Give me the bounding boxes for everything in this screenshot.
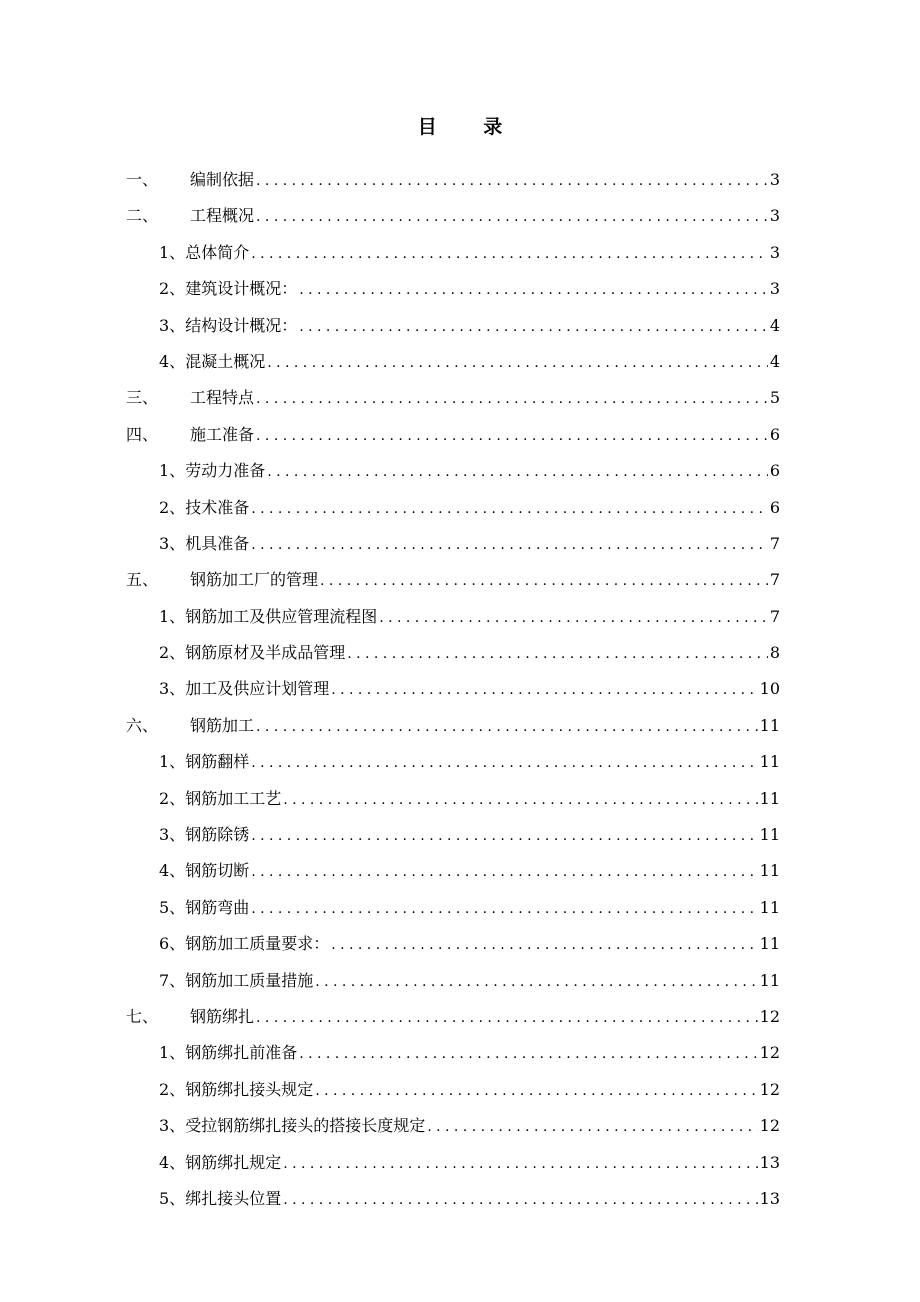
toc-entry-page: 3 — [769, 242, 780, 262]
toc-title: 目 录 — [417, 116, 523, 138]
toc-entry-page: 11 — [759, 970, 780, 990]
toc-leader-dots — [320, 563, 768, 599]
toc-entry-number: 1、 — [159, 461, 186, 481]
toc-entry[interactable] — [126, 344, 780, 380]
toc-leader-dots — [299, 309, 768, 345]
toc-entry-page: 3 — [769, 170, 780, 189]
toc-entry[interactable] — [126, 781, 780, 817]
toc-entry-number: 5、 — [159, 1188, 186, 1208]
toc-entry-number: 2、 — [159, 643, 186, 663]
toc-entry-page: 12 — [759, 1079, 780, 1099]
toc-leader-dots — [256, 163, 768, 199]
toc-entry-page: 12 — [759, 1116, 780, 1136]
toc-leader-dots — [283, 1146, 757, 1182]
toc-entry-title: 钢筋加工工艺 — [185, 788, 282, 808]
toc-entry-number: 1、 — [159, 752, 186, 772]
toc-entry[interactable] — [126, 526, 780, 562]
toc-entry-title: 施工准备 — [190, 424, 255, 444]
toc-entry-title: 钢筋加工 — [190, 715, 255, 735]
toc-entry-page: 11 — [759, 752, 780, 772]
toc-entry-title: 工程特点 — [190, 388, 255, 408]
toc-entry[interactable] — [126, 1108, 780, 1144]
toc-entry-number: 2、 — [159, 788, 186, 808]
toc-entry-page: 4 — [769, 315, 780, 335]
toc-entry-page: 11 — [759, 934, 780, 954]
toc-entry-number: 4、 — [159, 351, 186, 371]
toc-entry[interactable] — [126, 562, 780, 598]
toc-leader-dots — [331, 672, 757, 708]
toc-leader-dots — [251, 891, 757, 927]
toc-entry-page: 7 — [769, 606, 780, 626]
toc-entry-title: 钢筋弯曲 — [185, 897, 250, 917]
toc-entry-title: 钢筋切断 — [185, 861, 250, 881]
toc-leader-dots — [283, 782, 757, 818]
toc-entry-title: 编制依据 — [190, 170, 255, 189]
toc-entry[interactable] — [126, 1072, 780, 1108]
toc-leader-dots — [347, 636, 768, 672]
toc-entry-number: 二、 — [126, 206, 159, 226]
toc-leader-dots — [251, 854, 757, 890]
toc-entry-page: 11 — [759, 788, 780, 808]
toc-entry-page: 12 — [759, 1043, 780, 1063]
toc-entry[interactable] — [126, 380, 780, 416]
toc-entry[interactable] — [126, 271, 780, 307]
toc-entry-number: 3、 — [159, 679, 186, 699]
toc-entry[interactable] — [126, 1145, 780, 1181]
toc-leader-dots — [256, 1000, 758, 1036]
toc-entry-title: 钢筋绑扎规定 — [185, 1152, 282, 1172]
toc-entry-page: 7 — [769, 533, 780, 553]
toc-entry-page: 4 — [769, 351, 780, 371]
toc-entry-number: 1、 — [159, 606, 186, 626]
toc-entry[interactable] — [126, 926, 780, 962]
toc-entry[interactable] — [126, 999, 780, 1035]
toc-entry-page: 11 — [759, 861, 780, 881]
toc-entry-page: 8 — [769, 643, 780, 663]
toc-leader-dots — [256, 381, 768, 417]
toc-entry-page: 5 — [769, 388, 780, 408]
toc-entry-number: 三、 — [126, 388, 159, 408]
toc-entry-number: 3、 — [159, 533, 186, 553]
toc-entry[interactable] — [126, 490, 780, 526]
toc-entry-page: 11 — [759, 897, 780, 917]
toc-leader-dots — [251, 745, 757, 781]
toc-leader-dots — [251, 527, 768, 563]
toc-entry-title: 结构设计概况： — [185, 315, 298, 335]
toc-entry-title: 钢筋原材及半成品管理 — [185, 643, 346, 663]
toc-entry-page: 3 — [769, 279, 780, 299]
toc-entry-title: 绑扎接头位置 — [185, 1188, 282, 1208]
toc-entry-number: 2、 — [159, 1079, 186, 1099]
toc-entry[interactable] — [126, 162, 780, 198]
toc-leader-dots — [251, 236, 768, 272]
toc-leader-dots — [256, 418, 768, 454]
toc-leader-dots — [256, 709, 758, 745]
toc-entry[interactable] — [126, 417, 780, 453]
toc-entry-title: 钢筋翻样 — [185, 752, 250, 772]
toc-entry-title: 钢筋加工厂的管理 — [190, 570, 319, 590]
toc-leader-dots — [283, 1182, 757, 1218]
toc-leader-dots — [256, 199, 768, 235]
toc-leader-dots — [267, 454, 768, 490]
toc-entry-page: 13 — [759, 1152, 780, 1172]
toc-entry[interactable] — [126, 890, 780, 926]
toc-leader-dots — [299, 1036, 757, 1072]
toc-entry[interactable] — [126, 635, 780, 671]
toc-entry-page: 6 — [769, 424, 780, 444]
toc-entry[interactable] — [126, 708, 780, 744]
toc-entry[interactable] — [126, 853, 780, 889]
toc-entry-number: 3、 — [159, 825, 186, 845]
toc-entry-page: 6 — [769, 461, 780, 481]
toc-entry-number: 3、 — [159, 1116, 186, 1136]
toc-entry-page: 13 — [759, 1188, 780, 1208]
toc-leader-dots — [251, 818, 757, 854]
toc-entry-number: 3、 — [159, 315, 186, 335]
toc-entry-number: 1、 — [159, 242, 186, 262]
toc-entry[interactable] — [126, 599, 780, 635]
toc-leader-dots — [379, 600, 768, 636]
toc-entry-title: 劳动力准备 — [185, 461, 266, 481]
toc-entry-page: 3 — [769, 206, 780, 226]
toc-entry[interactable] — [126, 235, 780, 271]
toc-entry-title: 钢筋加工质量要求： — [185, 934, 330, 954]
toc-entry[interactable] — [126, 453, 780, 489]
toc-entry[interactable] — [126, 1035, 780, 1071]
toc-entry-page: 12 — [759, 1006, 780, 1026]
toc-entry-title: 受拉钢筋绑扎接头的搭接长度规定 — [185, 1116, 426, 1136]
toc-entry-page: 11 — [759, 715, 780, 735]
toc-entry-title: 技术准备 — [185, 497, 250, 517]
toc-entry[interactable] — [126, 671, 780, 707]
toc-entry-page: 11 — [759, 825, 780, 845]
toc-entry-title: 工程概况 — [190, 206, 255, 226]
toc-entry[interactable] — [126, 744, 780, 780]
toc-entry[interactable] — [126, 963, 780, 999]
toc-entry-title: 钢筋加工质量措施 — [185, 970, 314, 990]
toc-entry-number: 4、 — [159, 861, 186, 881]
toc-entry-title: 机具准备 — [185, 533, 250, 553]
toc-entry-number: 一、 — [126, 170, 159, 189]
toc-list — [126, 162, 780, 1217]
toc-leader-dots — [315, 964, 757, 1000]
toc-leader-dots — [251, 491, 768, 527]
toc-entry-number: 五、 — [126, 570, 159, 590]
toc-leader-dots — [267, 345, 768, 381]
toc-entry-title: 加工及供应计划管理 — [185, 679, 330, 699]
toc-entry-title: 建筑设计概况： — [185, 279, 298, 299]
toc-entry-title: 钢筋除锈 — [185, 825, 250, 845]
toc-entry[interactable] — [126, 198, 780, 234]
toc-entry-number: 四、 — [126, 424, 159, 444]
toc-entry[interactable] — [126, 1181, 780, 1217]
toc-leader-dots — [299, 272, 768, 308]
toc-entry[interactable] — [126, 308, 780, 344]
toc-entry-number: 2、 — [159, 279, 186, 299]
toc-entry[interactable] — [126, 817, 780, 853]
toc-entry-title: 总体简介 — [185, 242, 250, 262]
toc-entry-page: 7 — [769, 570, 780, 590]
toc-leader-dots — [427, 1109, 757, 1145]
toc-entry-number: 七、 — [126, 1006, 159, 1026]
toc-entry-title: 钢筋绑扎前准备 — [185, 1043, 298, 1063]
toc-entry-title: 钢筋绑扎 — [190, 1006, 255, 1026]
toc-entry-number: 1、 — [159, 1043, 186, 1063]
toc-entry-title: 混凝土概况 — [185, 351, 266, 371]
toc-entry-number: 6、 — [159, 934, 186, 954]
toc-entry-number: 7、 — [159, 970, 186, 990]
toc-entry-number: 2、 — [159, 497, 186, 517]
toc-leader-dots — [331, 927, 757, 963]
toc-entry-title: 钢筋绑扎接头规定 — [185, 1079, 314, 1099]
toc-entry-title: 钢筋加工及供应管理流程图 — [185, 606, 378, 626]
toc-entry-page: 6 — [769, 497, 780, 517]
toc-entry-number: 六、 — [126, 715, 159, 735]
toc-leader-dots — [315, 1073, 757, 1109]
toc-entry-number: 5、 — [159, 897, 186, 917]
toc-entry-number: 4、 — [159, 1152, 186, 1172]
toc-entry-page: 10 — [759, 679, 780, 699]
